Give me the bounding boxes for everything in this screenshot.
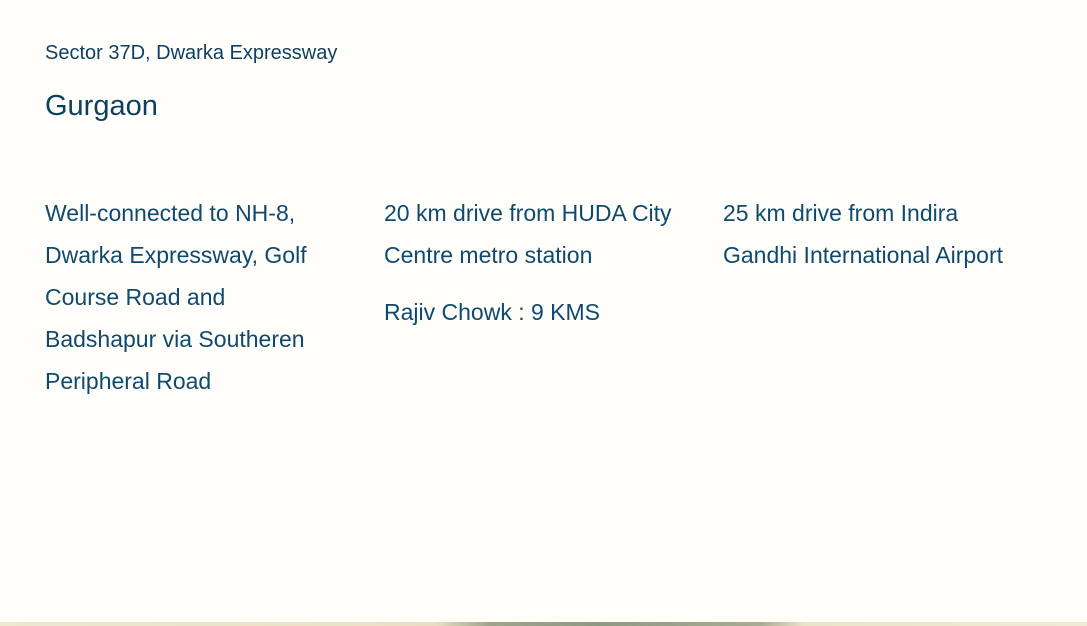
metro-text: 20 km drive from HUDA City Centre metro station (384, 200, 672, 268)
connectivity-columns (45, 192, 1045, 402)
airport-text: 25 km drive from Indira Gandhi International Airport (723, 200, 1004, 268)
location-subtitle: Sector 37D, Dwarka Expressway (45, 42, 338, 64)
location-header (45, 40, 337, 126)
connectivity-column-highways (45, 192, 340, 402)
highways-text: Well-connected to NH-8, Dwarka Expressway, Golf Course Road and Badshapur via Southeren Peripheral Road (45, 200, 307, 394)
connectivity-column-airport (723, 192, 1023, 402)
connectivity-column-metro (384, 192, 679, 402)
location-title: Gurgaon (45, 90, 158, 122)
image-strip-edge (0, 622, 1087, 626)
rajiv-chowk-text: Rajiv Chowk : 9 KMS (384, 299, 601, 325)
